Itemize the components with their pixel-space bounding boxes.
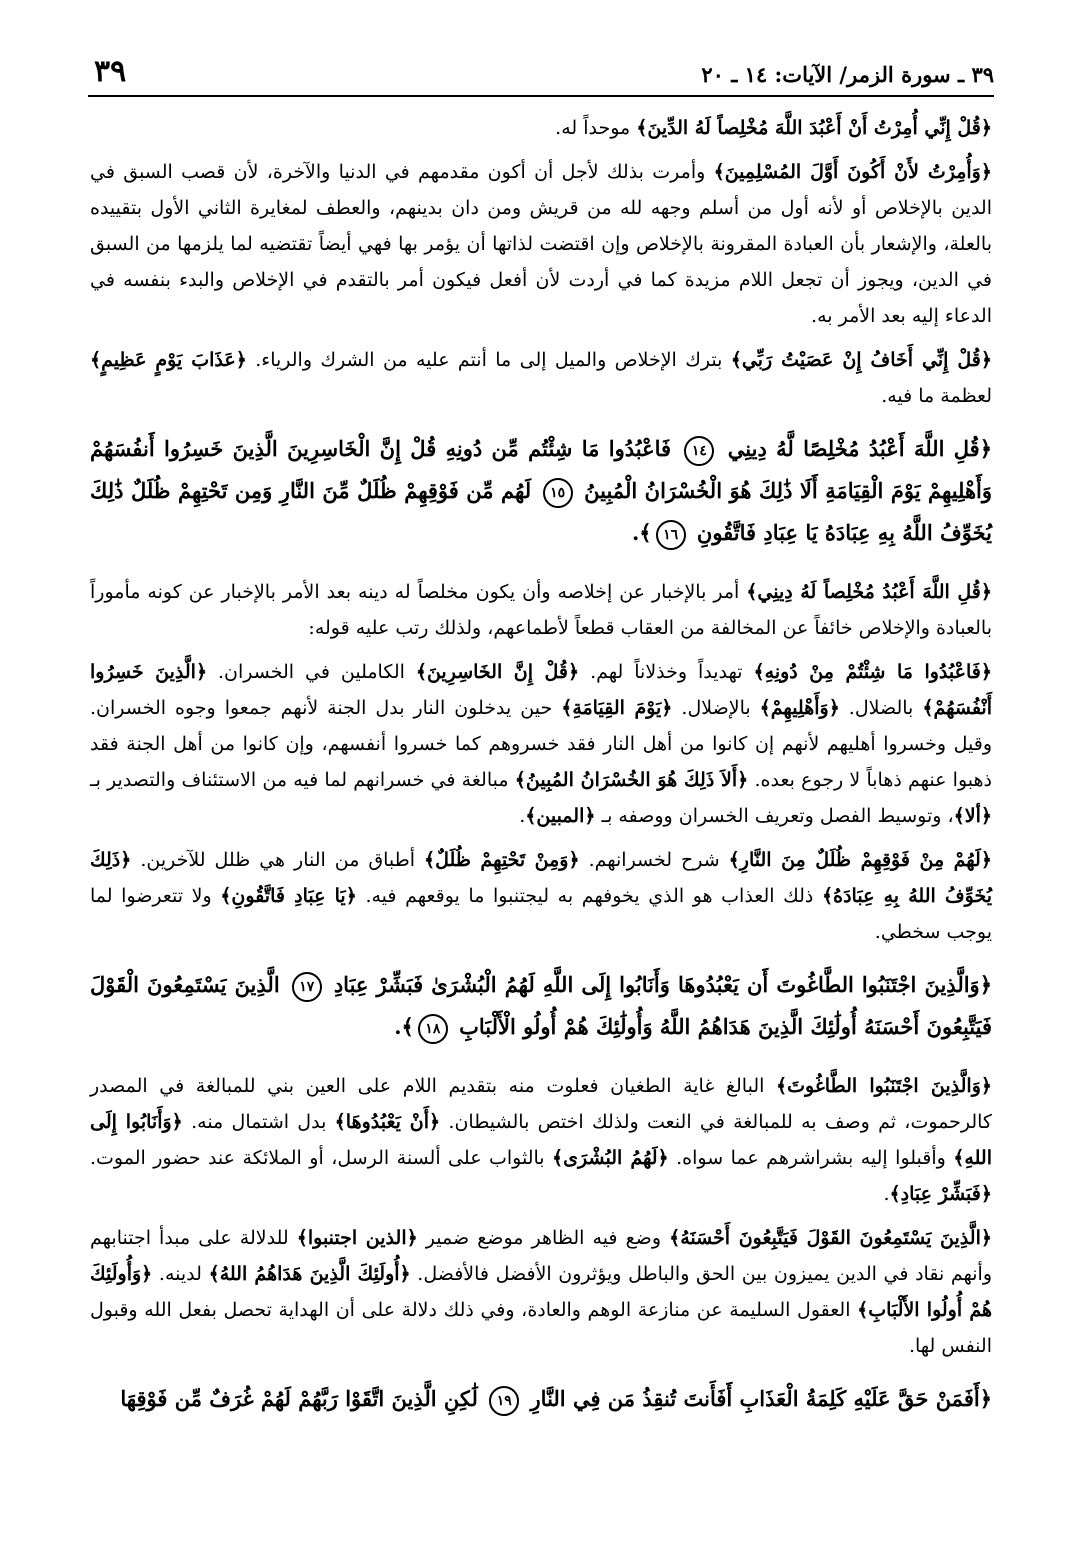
verse-text: ﴿وَالَّذِينَ اجْتَنَبُوا الطَّاغُوتَ أَن يَعْبُدُوهَا وَأَنَابُوا إِلَى اللَّهِ لَهُمُ الْبُشْرَىٰ فَبَشِّرْ عِبَادِ (333, 972, 992, 997)
paragraph (90, 654, 992, 834)
quran-quote: ﴿عَذَابَ يَوْمٍ عَظِيمٍ﴾ (90, 349, 247, 371)
quran-verse-block (90, 428, 992, 554)
verse-end: ﴾. (394, 1014, 414, 1039)
commentary-text: بالثواب على ألسنة الرسل، أو الملائكة عند حضور الموت. (90, 1147, 553, 1169)
commentary-text: العقول السليمة عن منازعة الوهم والعادة، وفي ذلك دلالة على أن الهداية تحصل بفعل الله وقبول النفس لها. (90, 1299, 992, 1357)
quran-quote: ﴿فَاعْبُدُوا مَا شِئْتُمْ مِنْ دُونِهِ﴾ (753, 661, 992, 683)
commentary-text: تهديداً وخذلاناً لهم. (579, 661, 754, 683)
commentary-text: بالإضلال. (672, 697, 760, 719)
verse-text: لَٰكِنِ الَّذِينَ اتَّقَوْا رَبَّهُمْ لَهُمْ غُرَفٌ مِّن فَوْقِهَا (120, 1386, 478, 1411)
commentary-text: شرح لخسرانهم. (579, 849, 729, 871)
verse-text: الَّذِينَ يَسْتَمِعُونَ الْقَوْلَ فَيَتَّبِعُونَ أَحْسَنَهُ أُولَٰئِكَ الَّذِينَ هَدَاهُمُ اللَّهُ وَأُولَٰئِكَ هُمْ أُولُو الْأَلْبَابِ (90, 972, 992, 1039)
quran-quote: ﴿قُلْ إِنَّ الخَاسِرِينَ﴾ (415, 661, 580, 683)
quran-quote: ﴿الَّذِينَ خَسِرُوا أَنْفُسَهُمْ﴾ (90, 661, 992, 719)
commentary-text: لدينه. (152, 1263, 209, 1285)
commentary-text: بترك الإخلاص والميل إلى ما أنتم عليه من الشرك والرياء. (246, 349, 731, 371)
quran-quote: ﴿لَهُمُ البُشْرَى﴾ (552, 1147, 669, 1169)
header-rule (88, 95, 994, 97)
verse-end: ﴾. (631, 520, 652, 545)
quran-quote: ﴿وَالَّذِينَ اجْتَنَبُوا الطَّاغُوتَ﴾ (776, 1075, 992, 1097)
commentary-text: وأمرت بذلك لأجل أن أكون مقدمهم في الدنيا والآخرة، لأن قصب السبق في الدين بالإخلاص أو لأنه أول من أسلم وجهه لله من قريش ومن دان بدينهم، والعطف لمغايرة الثاني الأول بتقييده بالعلة، والإشعار بأن العبادة المقرونة بالإخلاص وإن اقتضت لذاتها أن يؤمر بها فهي أيضاً تقتضيه لما يلزمها من السبق في الدين، ويجوز أن تجعل اللام مزيدة كما في أردت لأن أفعل فيكون أمر بالتقدم في الإخلاص والبدء بنفسه في الدعاء إليه بعد الأمر به. (90, 161, 992, 327)
commentary-text: أمر بالإخبار عن إخلاصه وأن يكون مخلصاً له دينه بعد الأمر بالإخبار عن كونه مأموراً بالعبادة والإخلاص خائفاً عن المخالفة من العقاب قطعاً لأطماعهم، ولذلك رتب عليه قوله: (90, 581, 992, 639)
quran-quote: ﴿لَهُمْ مِنْ فَوْقِهِمْ ظُلَلٌ مِنَ النَّارِ﴾ (728, 849, 992, 871)
page-number: ٣٩ (94, 54, 127, 89)
commentary-text: بدل اشتمال منه. (182, 1111, 335, 1133)
quran-quote: ﴿وَأَهْلِيهِمْ﴾ (759, 697, 840, 719)
commentary-text: ولا تتعرضوا لما يوجب سخطي. (90, 885, 992, 943)
quran-quote: ﴿قُلْ إِنِّي أَخَافُ إِنْ عَصَيْتُ رَبِّي﴾ (730, 349, 992, 371)
ayah-number-marker: ١٩ (489, 1386, 519, 1416)
quran-quote: ﴿ألا﴾ (953, 805, 992, 827)
paragraph (90, 1068, 992, 1212)
ayah-number-marker: ١٧ (292, 972, 322, 1002)
commentary-text: ، وتوسيط الفصل وتعريف الخسران ووصفه بـ (595, 805, 954, 827)
quran-quote: ﴿ذَلِكَ يُخَوِّفُ اللهُ بِهِ عِبَادَهُ﴾ (90, 849, 993, 907)
commentary-text: مبالغة في خسرانهم لما فيه من الاستئناف والتصدير بـ (90, 769, 515, 791)
header-title: ٣٩ ـ سورة الزمر/ الآيات: ١٤ ـ ٢٠ (701, 62, 994, 87)
paragraph (90, 1220, 992, 1364)
paragraph (90, 574, 992, 646)
verse-text: لَهُم مِّن فَوْقِهِمْ ظُلَلٌ مِّنَ النَّارِ وَمِن تَحْتِهِمْ ظُلَلٌ ذَٰلِكَ يُخَوِّفُ اللَّهُ بِهِ عِبَادَهُ يَا عِبَادِ فَاتَّقُونِ (90, 478, 992, 545)
quran-quote: ﴿الَّذِينَ يَسْتَمِعُونَ القَوْلَ فَيَتَّبِعُونَ أَحْسَنَهُ﴾ (669, 1227, 992, 1249)
quran-quote: ﴿الذين اجتنبوا﴾ (296, 1227, 418, 1249)
quran-quote: ﴿وَأُمِرْتُ لأَنْ أَكُونَ أَوَّلَ المُسْلِمِينَ﴾ (713, 161, 992, 183)
quran-quote: ﴿أُولَئِكَ الَّذِينَ هَدَاهُمُ اللهُ﴾ (208, 1263, 411, 1285)
quran-quote: ﴿قُلْ إِنِّي أُمِرْتُ أَنْ أَعْبُدَ اللَّهَ مُخْلِصاً لَهُ الدِّينَ﴾ (636, 117, 992, 139)
verse-text: ﴿أَفَمَنْ حَقَّ عَلَيْهِ كَلِمَةُ الْعَذَابِ أَفَأَنتَ تُنقِذُ مَن فِي النَّارِ (530, 1386, 992, 1411)
quran-verse-block (90, 1378, 992, 1420)
page-header (88, 52, 994, 92)
commentary-text: أطباق من النار هي ظلل للآخرين. (131, 849, 424, 871)
quran-quote: ﴿وَأُولَئِكَ هُمْ أُولُوا الأَلْبَابِ﴾ (90, 1263, 992, 1321)
quran-quote: ﴿وَمِنْ تَحْتِهِمْ ظُلَلٌ﴾ (423, 849, 580, 871)
commentary-text: للدلالة على مبدأ اجتنابهم وأنهم نقاد في الدين يميزون بين الحق والباطل ويؤثرون الأفضل فالأفضل. (90, 1227, 993, 1285)
commentary-text: الكاملين في الخسران. (207, 661, 416, 683)
quran-quote: ﴿يَوْمَ القِيَامَةِ﴾ (561, 697, 673, 719)
paragraph (90, 342, 992, 414)
quran-verse-block (90, 964, 992, 1048)
paragraph (90, 154, 992, 334)
ayah-number-marker: ١٤ (684, 436, 714, 466)
commentary-text: لعظمة ما فيه. (881, 385, 992, 407)
ayah-number-marker: ١٨ (418, 1014, 448, 1044)
commentary-text: وأقبلوا إليه بشراشرهم عما سواه. (668, 1147, 954, 1169)
quran-quote: ﴿أَنْ يَعْبُدُوهَا﴾ (334, 1111, 441, 1133)
commentary-text: بالضلال. (839, 697, 923, 719)
commentary-text: البالغ غاية الطغيان فعلوت منه بتقديم اللام على العين بني للمبالغة في المصدر كالرحموت، ثم وصف به للمبالغة في النعت ولذلك اختص بالشيطان. (90, 1075, 992, 1133)
paragraph (90, 110, 992, 146)
commentary-text: وضع فيه الظاهر موضع ضمير (417, 1227, 670, 1249)
quran-quote: ﴿قُلِ اللَّهَ أَعْبُدُ مُخْلِصاً لَهُ دِينِي﴾ (746, 581, 992, 603)
quran-quote: ﴿المبين﴾ (525, 805, 596, 827)
paragraph (90, 842, 992, 950)
commentary-text: موحداً له. (555, 117, 637, 139)
commentary-text: . (883, 1183, 890, 1205)
quran-quote: ﴿يَا عِبَادِ فَاتَّقُونِ﴾ (220, 885, 357, 907)
quran-quote: ﴿فَبَشِّرْ عِبَادِ﴾ (889, 1183, 992, 1205)
verse-text: ﴿قُلِ اللَّهَ أَعْبُدُ مُخْلِصًا لَّهُ دِينِي (727, 436, 993, 461)
ayah-number-marker: ١٦ (656, 520, 686, 550)
commentary-text: ذلك العذاب هو الذي يخوفهم به ليجتنبوا ما يوقعهم فيه. (356, 885, 822, 907)
commentary-text: حين يدخلون النار بدل الجنة لأنهم جمعوا وجوه الخسران. وقيل وخسروا أهليهم لأنهم إن كانوا من أهل النار فقد خسروهم كما خسروا أنفسهم، وإن كانوا من أهل الجنة فقد ذهبوا عنهم ذهاباً لا رجوع بعده. (90, 697, 992, 791)
quran-quote: ﴿وَأَنَابُوا إِلَى اللهِ﴾ (90, 1111, 992, 1169)
verse-text: فَاعْبُدُوا مَا شِئْتُم مِّن دُونِهِ قُلْ إِنَّ الْخَاسِرِينَ الَّذِينَ خَسِرُوا أَنفُسَهُمْ وَأَهْلِيهِمْ يَوْمَ الْقِيَامَةِ أَلَا ذَٰلِكَ هُوَ الْخُسْرَانُ الْمُبِينُ (90, 436, 993, 503)
quran-quote: ﴿أَلاَ ذَلِكَ هُوَ الخُسْرَانُ المُبِينُ﴾ (514, 769, 749, 791)
commentary-body (90, 110, 992, 1440)
commentary-text: . (519, 805, 526, 827)
ayah-number-marker: ١٥ (543, 478, 573, 508)
